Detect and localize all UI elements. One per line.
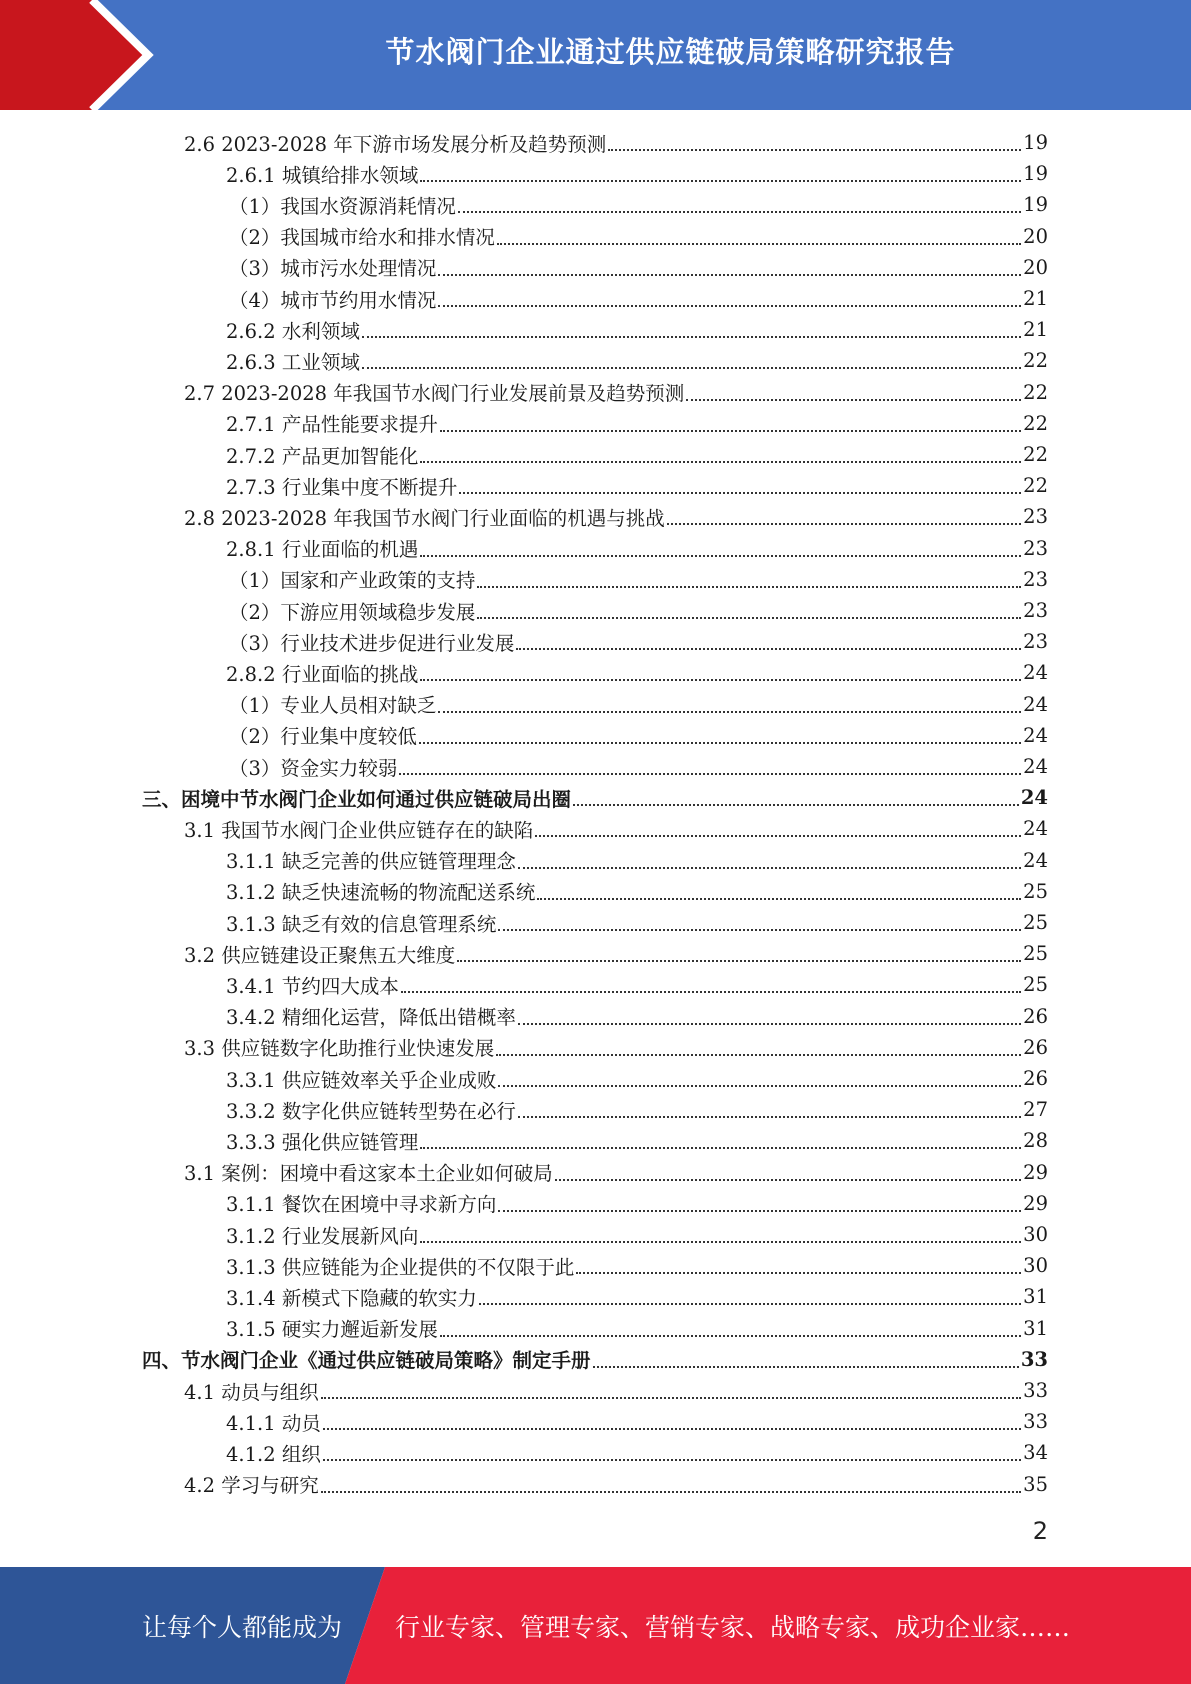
toc-leader-dots xyxy=(477,586,1021,588)
toc-entry[interactable] xyxy=(0,221,1191,252)
toc-entry-title: 3.1.3 供应链能为企业提供的不仅限于此 xyxy=(226,1255,575,1279)
toc-entry-title: （1）我国水资源消耗情况 xyxy=(229,194,456,218)
toc-entry-title: 3.4.2 精细化运营，降低出错概率 xyxy=(226,1006,516,1030)
toc-entry[interactable] xyxy=(0,782,1191,813)
toc-entry-title: 3.3.1 供应链效率关乎企业成败 xyxy=(226,1068,497,1092)
toc-entry-title: （2）行业集中度较低 xyxy=(229,725,417,749)
toc-entry-page: 26 xyxy=(1023,1004,1048,1028)
toc-entry-title: 4.1 动员与组织 xyxy=(184,1380,319,1404)
toc-leader-dots xyxy=(420,679,1021,681)
toc-entry[interactable] xyxy=(0,1313,1191,1344)
toc-entry-title: 2.6.1 城镇给排水领域 xyxy=(226,163,419,187)
toc-entry[interactable] xyxy=(0,689,1191,720)
toc-entry-page: 23 xyxy=(1023,505,1048,529)
toc-entry[interactable] xyxy=(0,813,1191,844)
toc-entry-title: 3.3.3 强化供应链管理 xyxy=(226,1130,419,1154)
toc-leader-dots xyxy=(555,1179,1021,1181)
toc-entry-page: 25 xyxy=(1023,973,1048,997)
toc-entry-page: 25 xyxy=(1023,911,1048,934)
toc-entry[interactable] xyxy=(0,1001,1191,1032)
toc-entry-page: 23 xyxy=(1023,567,1048,591)
toc-leader-dots xyxy=(497,243,1021,245)
toc-entry-page: 22 xyxy=(1023,349,1048,373)
toc-entry[interactable] xyxy=(0,501,1191,532)
toc-entry-title: 3.1.1 餐饮在困境中寻求新方向 xyxy=(226,1193,497,1217)
toc-leader-dots xyxy=(440,430,1021,432)
toc-entry-title: （1）专业人员相对缺乏 xyxy=(229,694,437,718)
toc-entry-page: 33 xyxy=(1020,1347,1048,1371)
toc-entry[interactable] xyxy=(0,969,1191,1000)
toc-entry-page: 25 xyxy=(1023,942,1048,966)
toc-leader-dots xyxy=(321,1491,1021,1493)
toc-entry-page: 29 xyxy=(1023,1160,1048,1184)
toc-entry-title: 2.7.2 产品更加智能化 xyxy=(226,444,419,468)
toc-leader-dots xyxy=(401,991,1021,993)
toc-leader-dots xyxy=(457,960,1021,962)
toc-entry-title: 2.8 2023-2028 年我国节水阀门行业面临的机遇与挑战 xyxy=(184,506,665,530)
toc-entry[interactable] xyxy=(0,845,1191,876)
toc-leader-dots xyxy=(518,1023,1021,1025)
toc-entry[interactable] xyxy=(0,938,1191,969)
toc-entry-page: 21 xyxy=(1023,287,1048,310)
toc-entry-page: 31 xyxy=(1023,1285,1048,1309)
toc-entry-title: （3）城市污水处理情况 xyxy=(229,257,437,281)
toc-entry-page: 22 xyxy=(1023,380,1048,404)
toc-entry-title: 四、节水阀门企业《通过供应链破局策略》制定手册 xyxy=(142,1349,591,1373)
toc-entry-page: 26 xyxy=(1023,1035,1048,1059)
toc-entry-title: 三、困境中节水阀门企业如何通过供应链破局出圈 xyxy=(142,787,572,811)
toc-entry-page: 31 xyxy=(1023,1316,1048,1340)
toc-entry-page: 19 xyxy=(1023,193,1048,217)
toc-entry[interactable] xyxy=(0,1219,1191,1250)
toc-entry[interactable] xyxy=(0,158,1191,189)
toc-entry-page: 24 xyxy=(1020,786,1048,810)
toc-entry-page: 30 xyxy=(1023,1223,1048,1246)
toc-entry-page: 34 xyxy=(1023,1441,1048,1465)
toc-leader-dots xyxy=(477,617,1021,619)
report-title: 节水阀门企业通过供应链破局策略研究报告 xyxy=(385,34,956,69)
toc-entry[interactable] xyxy=(0,1032,1191,1063)
toc-entry-title: （3）资金实力较弱 xyxy=(229,756,398,780)
page-footer xyxy=(0,1567,1191,1684)
toc-leader-dots xyxy=(576,1272,1021,1274)
toc-entry[interactable] xyxy=(0,345,1191,376)
toc-entry-title: 3.3.2 数字化供应链转型势在必行 xyxy=(226,1099,516,1123)
toc-entry-page: 33 xyxy=(1023,1379,1048,1402)
toc-entry-title: （3）行业技术进步促进行业发展 xyxy=(229,631,515,655)
toc-entry-title: 3.3 供应链数字化助推行业快速发展 xyxy=(184,1037,495,1061)
toc-entry[interactable] xyxy=(0,283,1191,314)
toc-entry[interactable] xyxy=(0,657,1191,688)
toc-entry[interactable] xyxy=(0,1250,1191,1281)
toc-leader-dots xyxy=(323,1428,1021,1430)
toc-leader-dots xyxy=(459,492,1021,494)
toc-leader-dots xyxy=(419,742,1021,744)
toc-entry[interactable] xyxy=(0,1375,1191,1406)
toc-leader-dots xyxy=(420,1147,1021,1149)
toc-leader-dots xyxy=(479,1303,1021,1305)
toc-leader-dots xyxy=(321,1397,1021,1399)
toc-entry-page: 20 xyxy=(1023,255,1048,279)
toc-entry-page: 25 xyxy=(1023,879,1048,903)
toc-entry-title: 4.1.2 组织 xyxy=(226,1442,321,1466)
toc-entry[interactable] xyxy=(0,314,1191,345)
toc-entry-title: 3.1.3 缺乏有效的信息管理系统 xyxy=(226,912,497,936)
toc-entry[interactable] xyxy=(0,907,1191,938)
toc-entry-page: 22 xyxy=(1023,411,1048,435)
toc-entry-page: 26 xyxy=(1023,1067,1048,1090)
toc-leader-dots xyxy=(420,461,1021,463)
toc-entry-title: 3.1.2 缺乏快速流畅的物流配送系统 xyxy=(226,881,536,905)
toc-entry[interactable] xyxy=(0,876,1191,907)
toc-entry[interactable] xyxy=(0,1094,1191,1125)
toc-leader-dots xyxy=(323,1459,1021,1461)
toc-entry-title: 3.1.1 缺乏完善的供应链管理理念 xyxy=(226,850,516,874)
toc-entry-page: 27 xyxy=(1023,1098,1048,1122)
toc-entry-title: 2.8.2 行业面临的挑战 xyxy=(226,662,419,686)
toc-leader-dots xyxy=(516,648,1021,650)
toc-entry-page: 24 xyxy=(1023,848,1048,872)
toc-entry-title: 3.1.2 行业发展新风向 xyxy=(226,1224,419,1248)
toc-entry-title: 4.2 学习与研究 xyxy=(184,1474,319,1498)
toc-entry-title: 3.1.4 新模式下隐藏的软实力 xyxy=(226,1286,477,1310)
toc-entry[interactable] xyxy=(0,1406,1191,1437)
toc-entry-page: 23 xyxy=(1023,536,1048,560)
toc-entry-page: 24 xyxy=(1023,817,1048,841)
toc-entry-page: 23 xyxy=(1023,599,1048,622)
toc-entry[interactable] xyxy=(0,439,1191,470)
toc-entry-title: （1）国家和产业政策的支持 xyxy=(229,569,476,593)
toc-entry-page: 28 xyxy=(1023,1129,1048,1153)
toc-entry-page: 24 xyxy=(1023,755,1048,778)
toc-entry-page: 20 xyxy=(1023,224,1048,248)
toc-entry[interactable] xyxy=(0,1281,1191,1312)
toc-entry[interactable] xyxy=(0,564,1191,595)
toc-entry[interactable] xyxy=(0,626,1191,657)
toc-entry-title: 2.7 2023-2028 年我国节水阀门行业发展前景及趋势预测 xyxy=(184,382,685,406)
toc-leader-dots xyxy=(608,149,1021,151)
toc-entry-title: 2.8.1 行业面临的机遇 xyxy=(226,538,419,562)
toc-entry-page: 19 xyxy=(1023,131,1048,154)
toc-entry[interactable] xyxy=(0,189,1191,220)
toc-entry[interactable] xyxy=(0,1344,1191,1375)
toc-entry[interactable] xyxy=(0,720,1191,751)
toc-leader-dots xyxy=(535,835,1021,837)
toc-entry-title: 3.2 供应链建设正聚焦五大维度 xyxy=(184,943,456,967)
page-header xyxy=(0,0,1191,110)
toc-leader-dots xyxy=(420,555,1021,557)
toc-entry[interactable] xyxy=(0,1125,1191,1156)
toc-leader-dots xyxy=(440,1335,1021,1337)
toc-entry[interactable] xyxy=(0,470,1191,501)
toc-entry-page: 22 xyxy=(1023,474,1048,498)
toc-leader-dots xyxy=(498,929,1021,931)
toc-entry[interactable] xyxy=(0,408,1191,439)
toc-entry[interactable] xyxy=(0,751,1191,782)
toc-leader-dots xyxy=(498,1210,1021,1212)
toc-entry[interactable] xyxy=(0,127,1191,158)
toc-entry-title: （2）我国城市给水和排水情况 xyxy=(229,226,495,250)
toc-entry[interactable] xyxy=(0,1469,1191,1500)
toc-entry[interactable] xyxy=(0,595,1191,626)
toc-entry-page: 35 xyxy=(1023,1472,1048,1496)
toc-entry[interactable] xyxy=(0,377,1191,408)
toc-entry-page: 30 xyxy=(1023,1254,1048,1278)
toc-entry[interactable] xyxy=(0,1437,1191,1468)
toc-entry-page: 22 xyxy=(1023,443,1048,466)
toc-entry-page: 24 xyxy=(1023,692,1048,716)
toc-entry[interactable] xyxy=(0,252,1191,283)
toc-leader-dots xyxy=(667,523,1021,525)
toc-entry-title: 2.6.3 工业领域 xyxy=(226,350,360,374)
page-number: 2 xyxy=(1032,1517,1048,1545)
toc-entry-page: 19 xyxy=(1023,162,1048,186)
toc-leader-dots xyxy=(686,399,1021,401)
toc-entry-page: 24 xyxy=(1023,661,1048,685)
toc-leader-dots xyxy=(458,211,1021,213)
toc-entry-title: 4.1.1 动员 xyxy=(226,1411,321,1435)
toc-leader-dots xyxy=(518,1116,1021,1118)
toc-entry[interactable] xyxy=(0,1157,1191,1188)
toc-entry-title: 3.1 案例：困境中看这家本土企业如何破局 xyxy=(184,1162,553,1186)
toc-leader-dots xyxy=(496,1054,1021,1056)
toc-entry-title: （4）城市节约用水情况 xyxy=(229,288,437,312)
footer-slogan-right: 行业专家、管理专家、营销专家、战略专家、成功企业家…… xyxy=(395,1612,1071,1642)
footer-slogan-left: 让每个人都能成为 xyxy=(142,1612,343,1642)
toc-leader-dots xyxy=(420,180,1021,182)
toc-entry[interactable] xyxy=(0,1063,1191,1094)
toc-entry-page: 21 xyxy=(1023,318,1048,342)
toc-entry-page: 23 xyxy=(1023,630,1048,654)
toc-entry-title: 3.1 我国节水阀门企业供应链存在的缺陷 xyxy=(184,818,534,842)
toc-leader-dots xyxy=(518,867,1021,869)
toc-leader-dots xyxy=(438,305,1021,307)
toc-entry-title: 3.1.5 硬实力邂逅新发展 xyxy=(226,1318,438,1342)
toc-entry-title: 2.7.1 产品性能要求提升 xyxy=(226,413,438,437)
toc-leader-dots xyxy=(593,1366,1019,1368)
toc-leader-dots xyxy=(537,898,1021,900)
toc-leader-dots xyxy=(438,711,1021,713)
toc-entry-page: 29 xyxy=(1023,1191,1048,1215)
toc-entry-page: 24 xyxy=(1023,723,1048,747)
toc-leader-dots xyxy=(362,336,1021,338)
toc-leader-dots xyxy=(573,804,1019,806)
toc-entry-title: （2）下游应用领域稳步发展 xyxy=(229,600,476,624)
toc-leader-dots xyxy=(438,274,1021,276)
toc-leader-dots xyxy=(498,1085,1021,1087)
toc-leader-dots xyxy=(362,367,1021,369)
toc-entry-title: 2.7.3 行业集中度不断提升 xyxy=(226,475,458,499)
toc-leader-dots xyxy=(420,1241,1021,1243)
toc-entry-title: 2.6 2023-2028 年下游市场发展分析及趋势预测 xyxy=(184,132,607,156)
toc-entry[interactable] xyxy=(0,1188,1191,1219)
toc-entry-title: 2.6.2 水利领域 xyxy=(226,319,360,343)
toc-entry-page: 33 xyxy=(1023,1410,1048,1434)
toc-entry[interactable] xyxy=(0,533,1191,564)
toc-leader-dots xyxy=(399,773,1021,775)
toc-entry-title: 3.4.1 节约四大成本 xyxy=(226,974,399,998)
